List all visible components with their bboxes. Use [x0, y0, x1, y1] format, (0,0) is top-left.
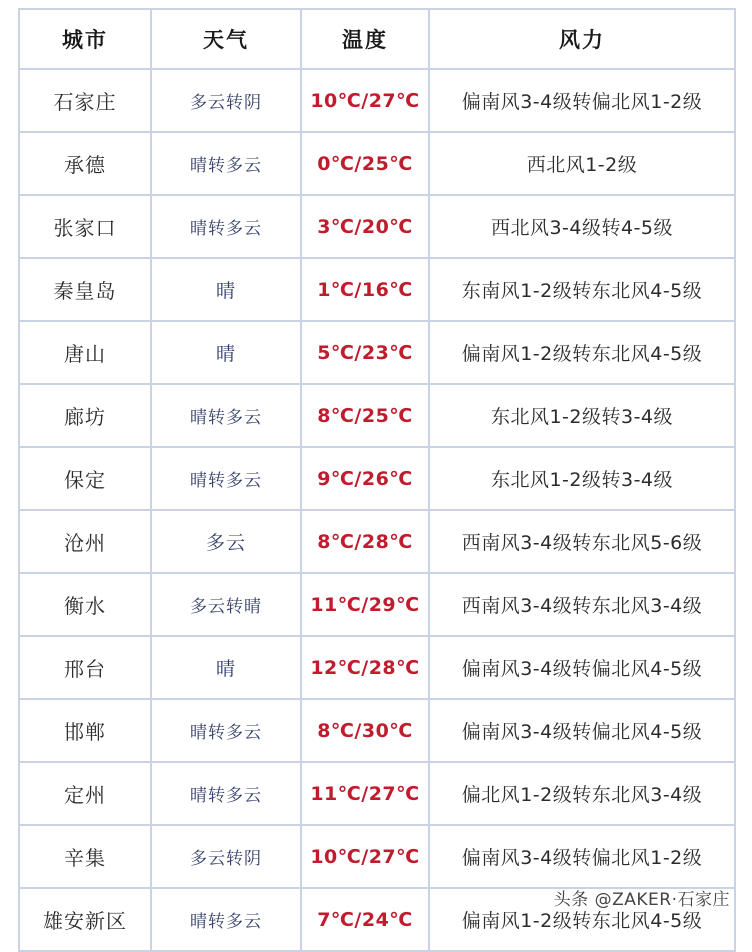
table-row	[19, 825, 735, 888]
cell-weather: 晴转多云	[151, 447, 301, 510]
cell-wind: 东南风1-2级转东北风4-5级	[429, 258, 735, 321]
cell-city: 沧州	[19, 510, 151, 573]
cell-weather: 晴	[151, 258, 301, 321]
cell-wind: 偏南风3-4级转偏北风1-2级	[429, 825, 735, 888]
cell-wind: 西北风1-2级	[429, 132, 735, 195]
cell-temperature: 10℃/27℃	[301, 69, 429, 132]
column-header-wind: 风力	[429, 9, 735, 69]
cell-weather: 多云	[151, 510, 301, 573]
cell-temperature: 3℃/20℃	[301, 195, 429, 258]
cell-temperature: 11℃/29℃	[301, 573, 429, 636]
header-row	[19, 9, 735, 69]
cell-weather: 晴转多云	[151, 195, 301, 258]
column-header-weather: 天气	[151, 9, 301, 69]
column-header-city: 城市	[19, 9, 151, 69]
cell-wind: 东北风1-2级转3-4级	[429, 447, 735, 510]
cell-weather: 多云转阴	[151, 69, 301, 132]
table-row	[19, 69, 735, 132]
cell-temperature: 1℃/16℃	[301, 258, 429, 321]
cell-weather: 多云转晴	[151, 573, 301, 636]
cell-city: 衡水	[19, 573, 151, 636]
cell-weather: 晴	[151, 636, 301, 699]
cell-wind: 偏南风3-4级转偏北风4-5级	[429, 636, 735, 699]
cell-city: 邢台	[19, 636, 151, 699]
cell-temperature: 10℃/27℃	[301, 825, 429, 888]
weather-table	[18, 8, 736, 952]
cell-temperature: 11℃/27℃	[301, 762, 429, 825]
cell-city: 辛集	[19, 825, 151, 888]
table-row	[19, 195, 735, 258]
cell-city: 雄安新区	[19, 888, 151, 951]
cell-wind: 偏南风3-4级转偏北风4-5级	[429, 699, 735, 762]
cell-wind: 西南风3-4级转东北风3-4级	[429, 573, 735, 636]
cell-weather: 晴转多云	[151, 762, 301, 825]
cell-temperature: 9℃/26℃	[301, 447, 429, 510]
cell-weather: 晴转多云	[151, 132, 301, 195]
cell-temperature: 0℃/25℃	[301, 132, 429, 195]
table-row	[19, 258, 735, 321]
weather-table-container	[18, 8, 734, 952]
cell-wind: 西北风3-4级转4-5级	[429, 195, 735, 258]
watermark: 头条 @ZAKER·石家庄	[553, 890, 730, 910]
cell-city: 保定	[19, 447, 151, 510]
column-header-temperature: 温度	[301, 9, 429, 69]
cell-wind: 偏南风1-2级转东北风4-5级	[429, 321, 735, 384]
table-row	[19, 636, 735, 699]
cell-wind: 东北风1-2级转3-4级	[429, 384, 735, 447]
cell-weather: 晴	[151, 321, 301, 384]
cell-city: 邯郸	[19, 699, 151, 762]
cell-wind: 偏南风3-4级转偏北风1-2级	[429, 69, 735, 132]
cell-weather: 晴转多云	[151, 699, 301, 762]
cell-city: 石家庄	[19, 69, 151, 132]
cell-city: 秦皇岛	[19, 258, 151, 321]
table-row	[19, 447, 735, 510]
cell-wind: 偏南风1-2级转东北风4-5级	[429, 888, 735, 951]
table-row	[19, 132, 735, 195]
cell-weather: 晴转多云	[151, 888, 301, 951]
cell-city: 承德	[19, 132, 151, 195]
cell-wind: 偏北风1-2级转东北风3-4级	[429, 762, 735, 825]
table-row	[19, 699, 735, 762]
cell-temperature: 8℃/28℃	[301, 510, 429, 573]
cell-city: 廊坊	[19, 384, 151, 447]
cell-temperature: 8℃/30℃	[301, 699, 429, 762]
table-body	[19, 69, 735, 951]
table-row	[19, 762, 735, 825]
table-row	[19, 573, 735, 636]
cell-weather: 晴转多云	[151, 384, 301, 447]
cell-temperature: 5℃/23℃	[301, 321, 429, 384]
cell-temperature: 7℃/24℃	[301, 888, 429, 951]
cell-temperature: 12℃/28℃	[301, 636, 429, 699]
cell-city: 唐山	[19, 321, 151, 384]
cell-temperature: 8℃/25℃	[301, 384, 429, 447]
cell-city: 定州	[19, 762, 151, 825]
table-row	[19, 510, 735, 573]
cell-wind: 西南风3-4级转东北风5-6级	[429, 510, 735, 573]
table-row	[19, 321, 735, 384]
table-row	[19, 384, 735, 447]
cell-weather: 多云转阴	[151, 825, 301, 888]
cell-city: 张家口	[19, 195, 151, 258]
table-header	[19, 9, 735, 69]
